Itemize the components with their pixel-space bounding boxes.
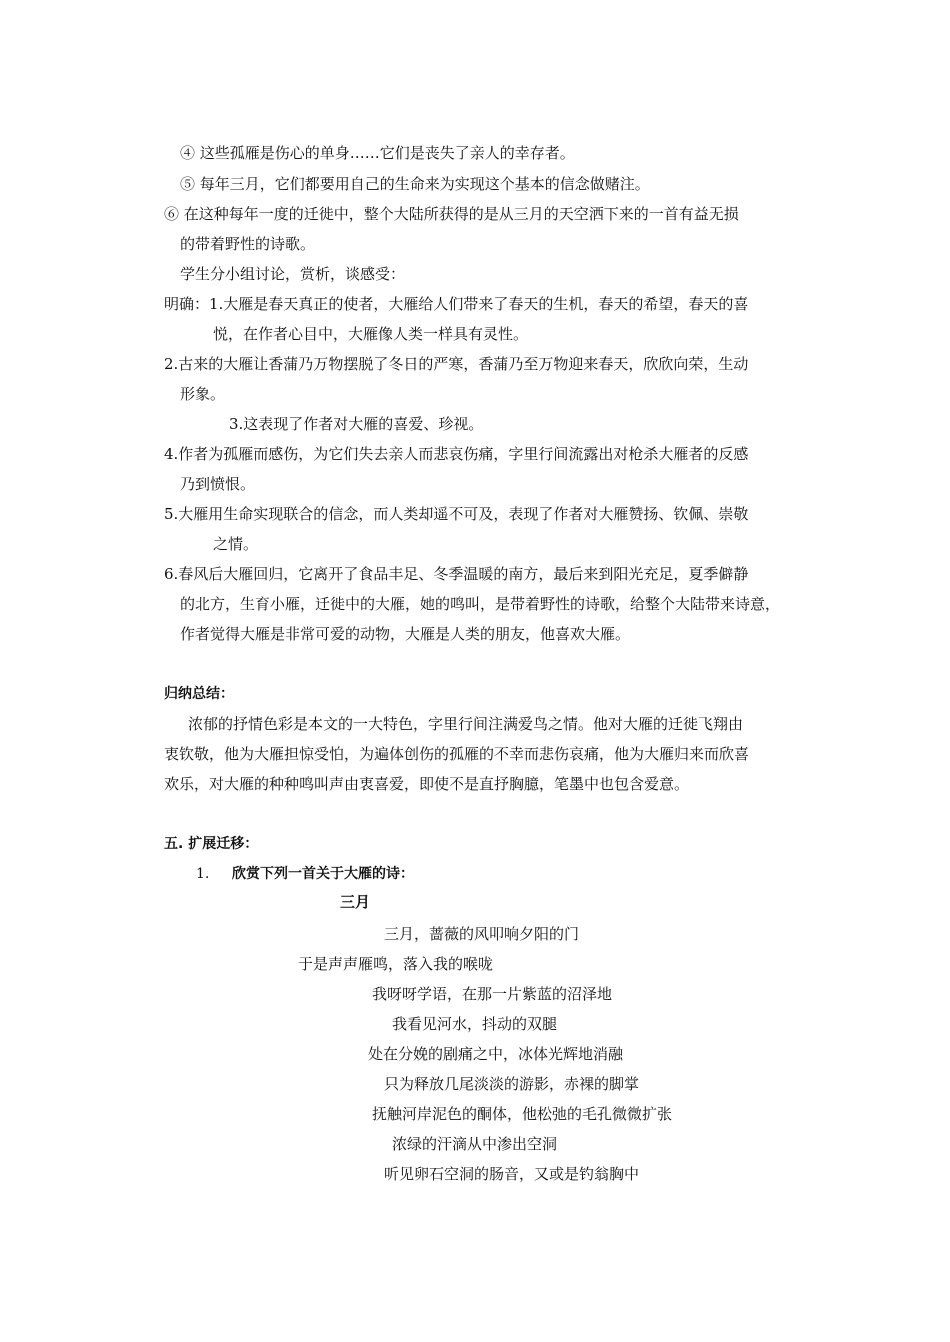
item-5: ⑤ 每年三月，它们都要用自己的生命来为实现这个基本的信念做赌注。 xyxy=(180,175,650,193)
poem-line: 听见卵石空洞的肠音，又或是钓翁胸中 xyxy=(384,1165,640,1183)
poem-line: 我呀呀学语，在那一片紫蓝的沼泽地 xyxy=(372,985,613,1003)
summary-line: 浓郁的抒情色彩是本文的一大特色，字里行间注满爱鸟之情。他对大雁的迁徙飞翔由 xyxy=(188,715,744,733)
answer-2: 2.古来的大雁让香蒲乃万物摆脱了冬日的严寒，香蒲乃至万物迎来春天，欣欣向荣，生动 xyxy=(164,355,749,373)
poem-line: 于是声声雁鸣，落入我的喉咙 xyxy=(298,955,494,973)
item-6-cont: 的带着野性的诗歌。 xyxy=(180,235,316,253)
poem-line: 只为释放几尾淡淡的游影，赤裸的脚掌 xyxy=(384,1075,640,1093)
answer-6-cont2: 作者觉得大雁是非常可爱的动物，大雁是人类的朋友，他喜欢大雁。 xyxy=(180,625,631,643)
answer-4: 4.作者为孤雁而感伤，为它们失去亲人而悲哀伤痛，字里行间流露出对枪杀大雁者的反感 xyxy=(164,445,749,463)
item-4: ④ 这些孤雁是伤心的单身……它们是丧失了亲人的幸存者。 xyxy=(180,144,575,162)
answer-5-cont: 之情。 xyxy=(213,535,259,553)
poem-line: 我看见河水，抖动的双腿 xyxy=(392,1015,558,1033)
answer-4-cont: 乃到愤恨。 xyxy=(180,475,256,493)
section-5-heading: 五. 扩展迁移： xyxy=(164,836,259,852)
poem-line: 浓绿的汗滴从中渗出空洞 xyxy=(392,1135,558,1153)
answer-6: 6.春风后大雁回归，它离开了食品丰足、冬季温暖的南方，最后来到阳光充足，夏季僻静 xyxy=(164,565,749,583)
poem-line: 处在分娩的剧痛之中，冰体光辉地消融 xyxy=(368,1045,624,1063)
poem-title: 三月 xyxy=(340,893,371,911)
poem-line: 抚触河岸泥色的酮体，他松弛的毛孔微微扩张 xyxy=(372,1105,673,1123)
section-5-item: 欣赏下列一首关于大雁的诗： xyxy=(232,866,414,882)
item-6: ⑥ 在这种每年一度的迁徙中，整个大陆所获得的是从三月的天空洒下来的一首有益无损 xyxy=(164,205,739,223)
poem-line: 三月，蔷薇的风叩响夕阳的门 xyxy=(384,925,580,943)
answer-2-cont: 形象。 xyxy=(180,385,226,403)
summary-line: 欢乐，对大雁的种种鸣叫声由衷喜爱，即使不是直抒胸臆，笔墨中也包含爱意。 xyxy=(164,775,690,793)
section-5-item-number: 1. xyxy=(196,866,210,882)
answer-3: 3.这表现了作者对大雁的喜爱、珍视。 xyxy=(229,415,484,433)
discussion-prompt: 学生分小组讨论，赏析，谈感受： xyxy=(180,265,406,283)
summary-heading: 归纳总结： xyxy=(164,686,234,702)
summary-line: 衷钦敬，他为大雁担惊受怕，为遍体创伤的孤雁的不幸而悲伤哀痛，他为大雁归来而欣喜 xyxy=(164,745,750,763)
answer-1: 明确：1.大雁是春天真正的使者，大雁给人们带来了春天的生机，春天的希望，春天的喜 xyxy=(164,295,749,313)
answer-5: 5.大雁用生命实现联合的信念，而人类却遥不可及，表现了作者对大雁赞扬、钦佩、崇敬 xyxy=(164,505,749,523)
answer-1-cont: 悦，在作者心目中，大雁像人类一样具有灵性。 xyxy=(213,325,529,343)
answer-6-cont: 的北方，生育小雁，迁徙中的大雁，她的鸣叫，是带着野性的诗歌，给整个大陆带来诗意， xyxy=(180,595,781,613)
